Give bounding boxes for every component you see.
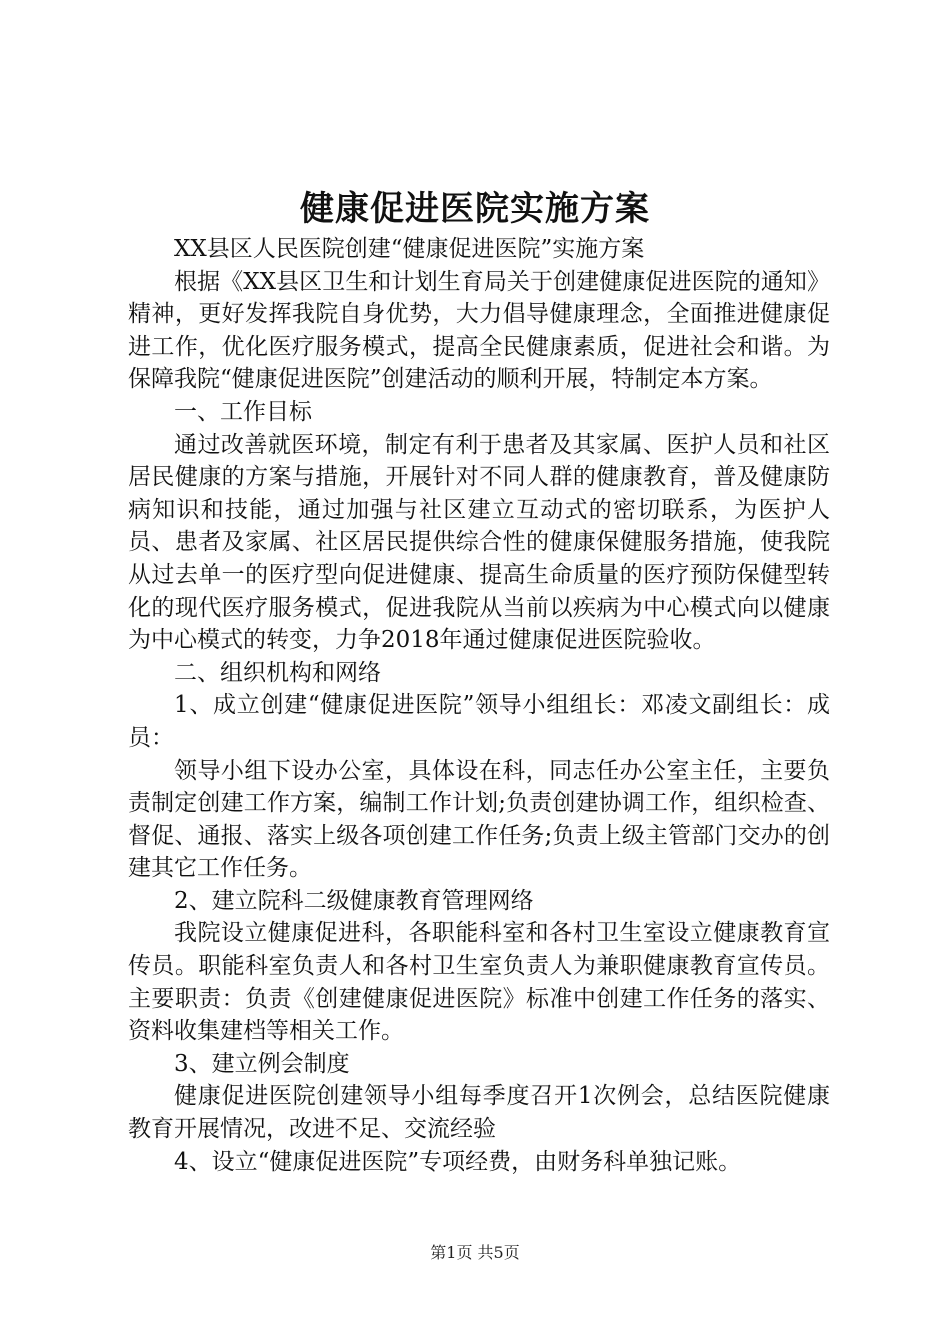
section-heading: 二、组织机构和网络 (174, 659, 381, 686)
paragraph: 领导小组下设办公室，具体设在科，同志任办公室主任，主要负责制定创建工作方案，编制工作计划;负责创建协调工作，组织检查、督促、通报、落实上级各项创建工作任务;负责上级主管部门交办的创建其它工作任务。 (128, 757, 830, 882)
paragraph: 健康促进医院创建领导小组每季度召开1次例会，总结医院健康教育开展情况，改进不足、交流经验 (128, 1083, 830, 1143)
page-footer: 第1页 共5页 (430, 1243, 520, 1262)
subsection-heading: 3、建立例会制度 (174, 1050, 350, 1077)
paragraph: 我院设立健康促进科，各职能科室和各村卫生室设立健康教育宣传员。职能科室负责人和各村卫生室负责人为兼职健康教育宣传员。主要职责：负责《创建健康促进医院》标准中创建工作任务的落实、资料收集建档等相关工作。 (128, 920, 830, 1045)
document-title: 健康促进医院实施方案 (300, 189, 650, 229)
paragraph: XX县区人民医院创建“健康促进医院”实施方案 (174, 236, 645, 262)
document-body (128, 233, 830, 1178)
paragraph: 通过改善就医环境，制定有利于患者及其家属、医护人员和社区居民健康的方案与措施，开展针对不同人群的健康教育，普及健康防病知识和技能，通过加强与社区建立互动式的密切联系，为医护人员、患者及家属、社区居民提供综合性的健康保健服务措施，使我院从过去单一的医疗型向促进健康、提高生命质量的医疗预防保健型转化的现代医疗服务模式，促进我院从当前以疾病为中心模式向以健康为中心模式的转变，力争2018年通过健康促进医院验收。 (128, 431, 830, 654)
paragraph: 1、成立创建“健康促进医院”领导小组组长：邓凌文副组长：成员： (128, 692, 830, 751)
paragraph: 4、设立“健康促进医院”专项经费，由财务科单独记账。 (174, 1148, 742, 1175)
paragraph: 根据《XX县区卫生和计划生育局关于创建健康促进医院的通知》精神，更好发挥我院自身优势，大力倡导健康理念，全面推进健康促进工作，优化医疗服务模式，提高全民健康素质，促进社会和谐。为保障我院“健康促进医院”创建活动的顺利开展，特制定本方案。 (128, 268, 830, 393)
section-heading: 一、工作目标 (174, 398, 312, 425)
subsection-heading: 2、建立院科二级健康教育管理网络 (174, 887, 534, 914)
